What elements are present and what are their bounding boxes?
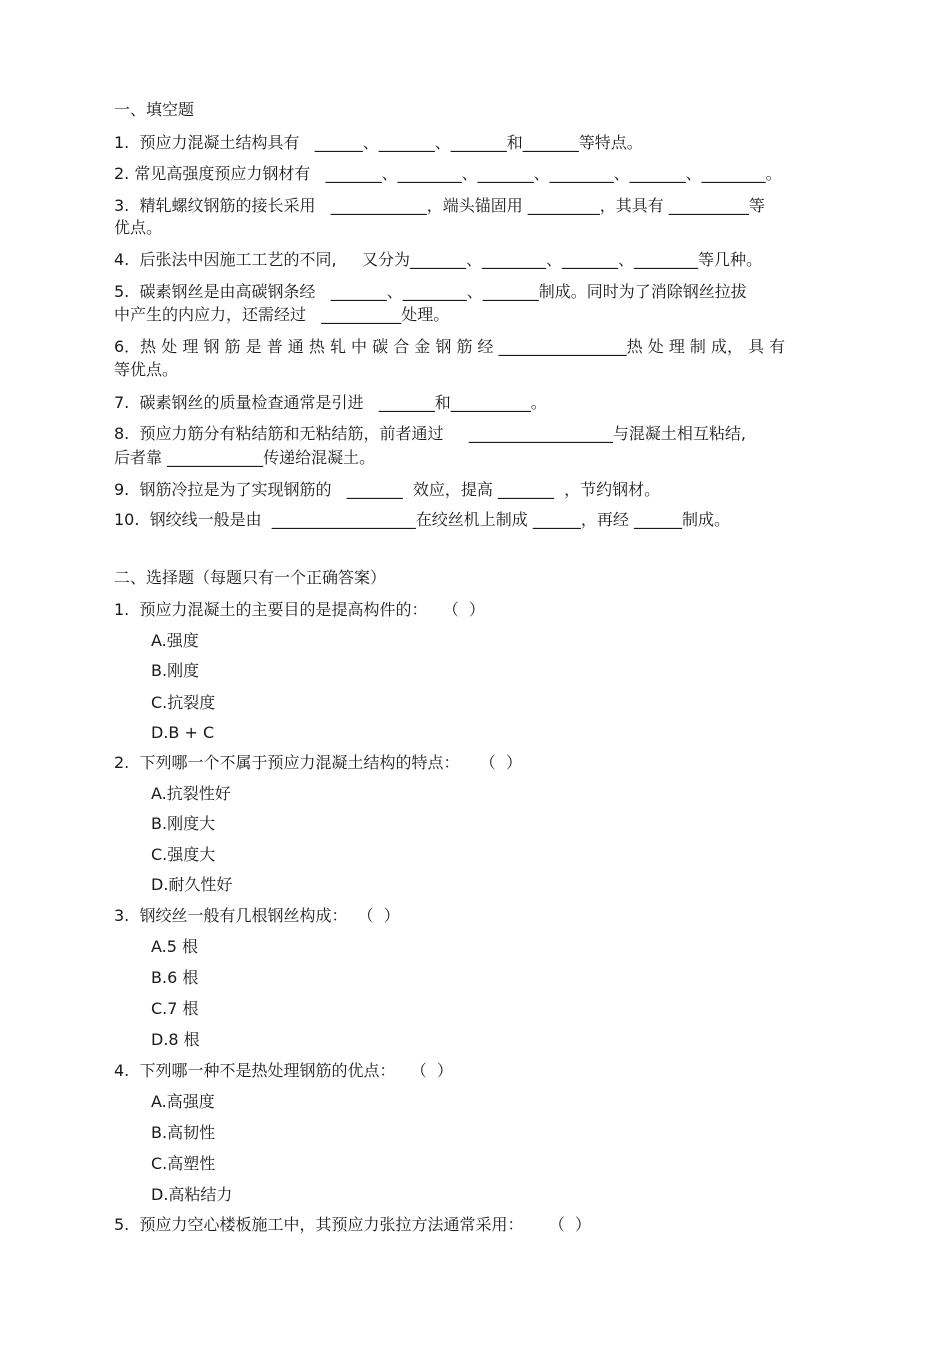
choice-question-2: 2. 下列哪一个不属于预应力混凝土结构的特点： （ ） (114, 753, 522, 772)
choice-1-option-c: C.抗裂度 (151, 693, 216, 712)
choice-question-3: 3. 钢绞丝一般有几根钢丝构成： （ ） (114, 906, 400, 925)
choice-1-option-a: A.强度 (151, 631, 199, 650)
fill-question-4: 4. 后张法中因施工工艺的不同, 又分为_______、________、_______、________等几种。 (114, 250, 762, 269)
fill-question-8-line2: 后者靠 ____________传递给混凝土。 (114, 448, 376, 467)
fill-question-5-line2: 中产生的内应力，还需经过 __________处理。 (114, 305, 450, 324)
fill-question-2: 2. 常见高强度预应力钢材有 _______、________、_______、________、_______、________。 (114, 164, 782, 183)
fill-question-8-line1: 8. 预应力筋分有粘结筋和无粘结筋，前者通过 __________________与混凝土相互粘结, (114, 424, 746, 443)
choice-3-option-a: A.5 根 (151, 937, 199, 956)
fill-question-1: 1. 预应力混凝土结构具有 ______、_______、_______和_______等特点。 (114, 133, 643, 152)
choice-4-option-d: D.高粘结力 (151, 1185, 233, 1204)
fill-question-9: 9. 钢筋冷拉是为了实现钢筋的 _______ 效应，提高 _______ ，节约钢材。 (114, 480, 661, 499)
choice-3-option-b: B.6 根 (151, 968, 199, 987)
choice-2-option-d: D.耐久性好 (151, 875, 233, 894)
fill-question-6-line1: 6．热 处 理 钢 筋 是 普 通 热 轧 中 碳 合 金 钢 筋 经 ________________热 处 理 制 成， 具 有 (114, 337, 786, 356)
choice-2-option-a: A.抗裂性好 (151, 784, 231, 803)
choice-1-option-b: B.刚度 (151, 661, 200, 680)
fill-question-6-line2: 等优点。 (114, 360, 179, 379)
fill-question-3-line1: 3. 精轧螺纹钢筋的接长采用 ____________，端头锚固用 _________，其具有 __________等 (114, 196, 765, 215)
choice-2-option-b: B.刚度大 (151, 814, 216, 833)
choice-3-option-d: D.8 根 (151, 1030, 200, 1049)
fill-question-3-line2: 优点。 (114, 218, 163, 237)
choice-4-option-a: A.高强度 (151, 1092, 215, 1111)
choice-question-1: 1. 预应力混凝土的主要目的是提高构件的： （ ） (114, 600, 485, 619)
choice-4-option-c: C.高塑性 (151, 1154, 216, 1173)
choice-2-option-c: C.强度大 (151, 845, 216, 864)
choice-4-option-b: B.高韧性 (151, 1123, 216, 1142)
section2-title: 二、选择题（每题只有一个正确答案） (114, 568, 387, 587)
fill-question-5-line1: 5. 碳素钢丝是由高碳钢条经 _______、________、_______制成。同时为了消除钢丝拉拔 (114, 282, 747, 301)
choice-3-option-c: C.7 根 (151, 999, 199, 1018)
fill-question-7: 7. 碳素钢丝的质量检查通常是引进 _______和__________。 (114, 393, 547, 412)
section1-title: 一、填空题 (114, 100, 195, 119)
choice-1-option-d: D.B + C (151, 723, 215, 742)
choice-question-4: 4. 下列哪一种不是热处理钢筋的优点： （ ） (114, 1061, 453, 1080)
choice-question-5: 5. 预应力空心楼板施工中，其预应力张拉方法通常采用： （ ） (114, 1215, 592, 1234)
fill-question-10: 10. 钢绞线一般是由 __________________在绞丝机上制成 ______，再经 ______制成。 (114, 510, 730, 529)
